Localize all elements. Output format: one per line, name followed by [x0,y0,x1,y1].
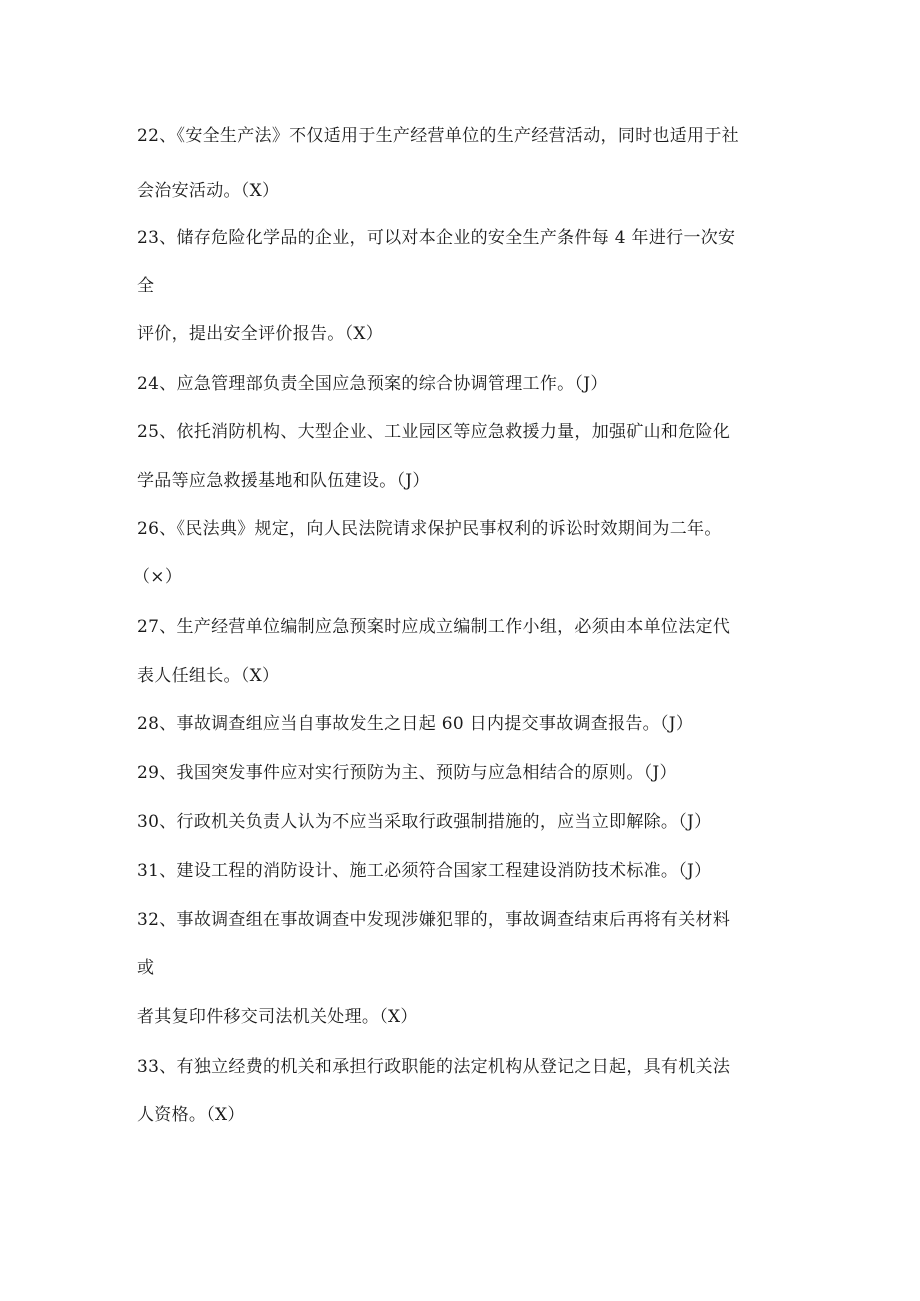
question-26-line-2: （×） [133,567,183,587]
question-25-line-1: 25、依托消防机构、大型企业、工业园区等应急救援力量，加强矿山和危险化 [137,422,731,442]
question-29-line-1: 29、我国突发事件应对实行预防为主、预防与应急相结合的原则。（J） [137,763,677,783]
question-26-line-1: 26、《民法典》规定，向人民法院请求保护民事权利的诉讼时效期间为二年。 [137,519,722,539]
question-33-line-2: 人资格。（X） [137,1105,245,1125]
question-24-line-1: 24、应急管理部负责全国应急预案的综合协调管理工作。（J） [137,374,608,394]
question-32-line-3: 者其复印件移交司法机关处理。（X） [137,1007,418,1027]
question-27-line-2: 表人任组长。（X） [137,666,280,686]
question-23-line-3: 评价，提出安全评价报告。（X） [137,324,384,344]
question-22-line-1: 22、《安全生产法》不仅适用于生产经营单位的生产经营活动，同时也适用于社 [137,126,739,146]
question-25-line-2: 学品等应急救援基地和队伍建设。（J） [137,471,430,491]
question-33-line-1: 33、有独立经费的机关和承担行政职能的法定机构从登记之日起，具有机关法 [137,1057,731,1077]
question-30-line-1: 30、行政机关负责人认为不应当采取行政强制措施的，应当立即解除。（J） [137,812,712,832]
question-23-line-1: 23、储存危险化学品的企业，可以对本企业的安全生产条件每 4 年进行一次安 [137,228,736,248]
question-32-line-2: 或 [137,958,155,978]
question-27-line-1: 27、生产经营单位编制应急预案时应成立编制工作小组，必须由本单位法定代 [137,617,731,637]
question-31-line-1: 31、建设工程的消防设计、施工必须符合国家工程建设消防技术标准。（J） [137,861,712,881]
question-32-line-1: 32、事故调查组在事故调查中发现涉嫌犯罪的，事故调查结束后再将有关材料 [137,910,731,930]
question-22-line-2: 会治安活动。（X） [137,181,280,201]
question-28-line-1: 28、事故调查组应当自事故发生之日起 60 日内提交事故调查报告。（J） [137,714,694,734]
question-23-line-2: 全 [137,276,155,296]
